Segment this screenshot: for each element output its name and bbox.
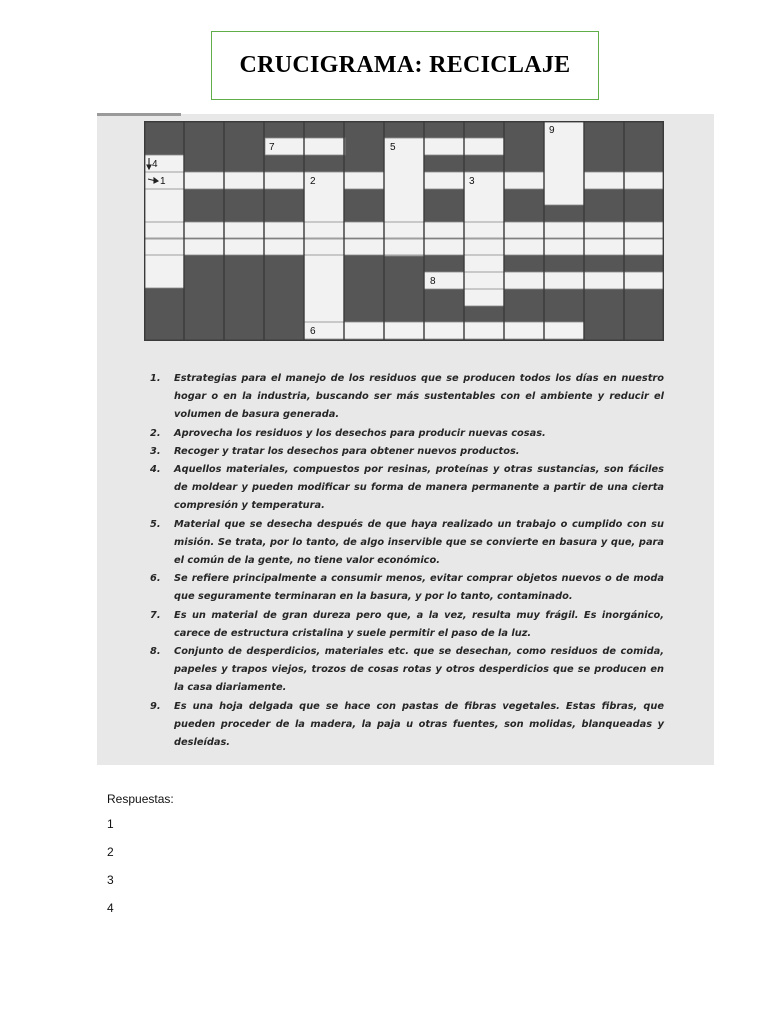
clue-number: 8. [150, 646, 161, 658]
clue-text: Es una hoja delgada que se hace con pastas de fibras vegetales. Estas fibras, que pueden proceder de la madera, la paja u otras fuentes, son molidas, blanqueadas y desleídas. [174, 700, 664, 749]
clue-number: 9. [150, 700, 161, 712]
grid-number-2: 2 [310, 176, 316, 187]
grid-number-4: 4 [152, 159, 158, 170]
clue-number: 3. [150, 445, 161, 457]
clue-text: Material que se desecha después de que haya realizado un trabajo o cumplido con su misión. Se trata, por lo tanto, de algo inservible que se convierte en basura y que, para el común de la gente, no tiene valor económico. [174, 518, 664, 567]
clue-item [150, 516, 664, 571]
title-box [211, 31, 599, 100]
answer-line-3: 3 [107, 873, 114, 887]
clue-number: 5. [150, 518, 161, 530]
grid-number-3: 3 [469, 176, 475, 187]
clue-text: Aquellos materiales, compuestos por resinas, proteínas y otras sustancias, son fáciles de moldear y pueden modificar su forma de manera permanente a partir de una cierta compresión y temperatura. [174, 464, 664, 512]
clue-number: 2. [150, 427, 161, 439]
clue-item [150, 443, 664, 461]
grid-number-1: 1 [160, 176, 166, 187]
clue-item [150, 643, 664, 698]
answers-section [107, 792, 174, 928]
clue-item [150, 607, 664, 643]
clue-text: Estrategias para el manejo de los residuos que se producen todos los días en nuestro hogar o en la industria, buscando ser más sustentables con el ambiente y reducir el volumen de basura generada. [174, 373, 664, 421]
clue-list [150, 370, 664, 752]
answer-line-1: 1 [107, 817, 114, 831]
grid-number-7: 7 [269, 142, 275, 153]
crossword-grid [144, 121, 664, 341]
clue-text: Es un material de gran dureza pero que, a la vez, resulta muy frágil. Es inorgánico, carece de estructura cristalina y suele permitir el paso de la luz. [174, 609, 664, 639]
page-title: CRUCIGRAMA: RECICLAJE [239, 52, 571, 78]
answer-line-4: 4 [107, 901, 114, 915]
clue-text: Conjunto de desperdicios, materiales etc. que se desechan, como residuos de comida, papeles y trapos viejos, trozos de cosas rotas y otros desperdicios que se producen en la casa diariamente. [174, 646, 664, 694]
clue-text: Recoger y tratar los desechos para obtener nuevos productos. [174, 445, 520, 457]
answers-heading: Respuestas: [107, 792, 174, 806]
clue-text: Se refiere principalmente a consumir menos, evitar comprar objetos nuevos o de moda que seguramente terminaran en la basura, y por lo tanto, contaminado. [174, 573, 664, 603]
answer-line-2: 2 [107, 845, 114, 859]
clue-number: 4. [150, 464, 161, 476]
clue-item [150, 425, 664, 443]
grid-number-9: 9 [549, 125, 555, 136]
clue-text: Aprovecha los residuos y los desechos para producir nuevas cosas. [174, 427, 546, 439]
grid-number-5: 5 [390, 142, 396, 153]
clue-item [150, 698, 664, 753]
clue-item [150, 370, 664, 425]
clue-number: 1. [150, 373, 161, 384]
clue-item [150, 461, 664, 516]
clue-item [150, 570, 664, 606]
clue-number: 7. [150, 609, 161, 621]
grid-number-8: 8 [430, 276, 436, 287]
clue-number: 6. [150, 573, 161, 585]
scan-edge-mark [97, 113, 181, 116]
grid-number-6: 6 [310, 326, 316, 337]
